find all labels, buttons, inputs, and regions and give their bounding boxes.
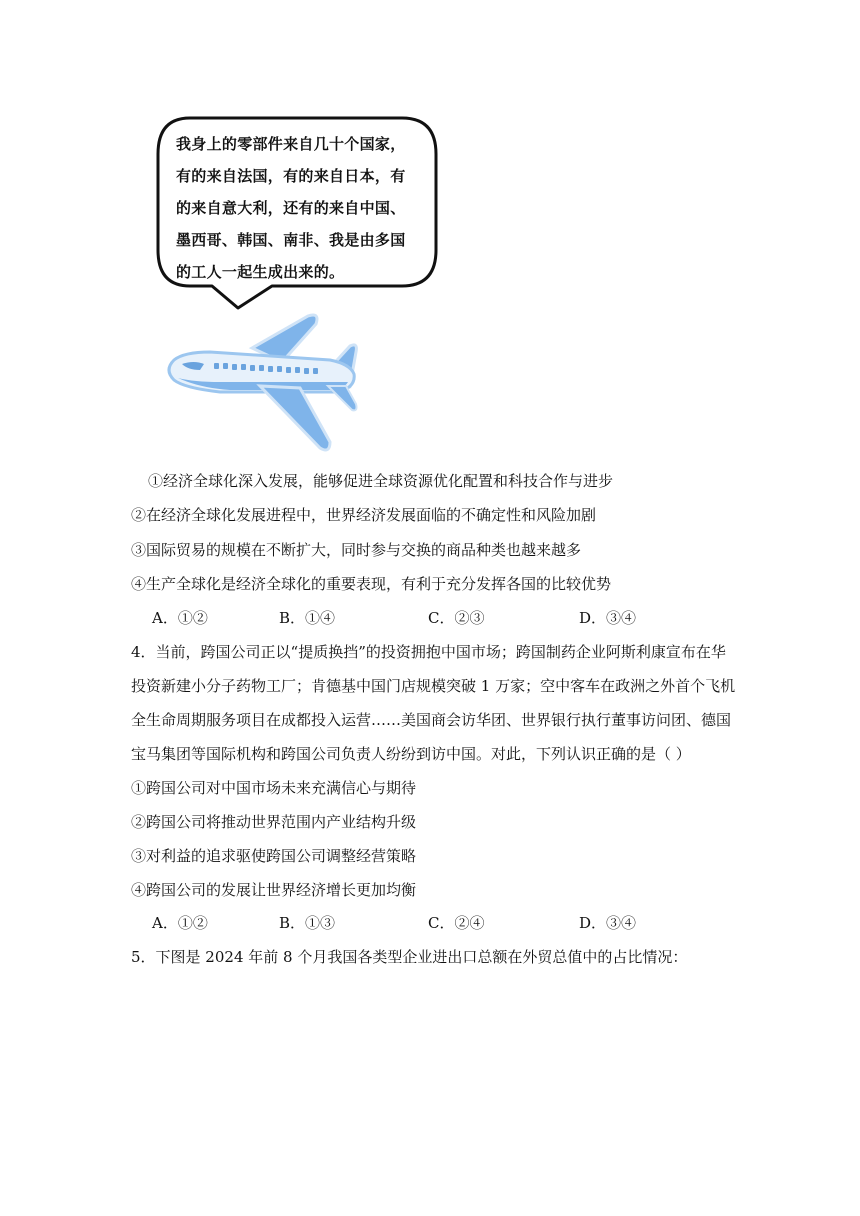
q3-option-d[interactable]: D．③④	[579, 609, 637, 627]
q3-statement-1: ①经济全球化深入发展，能够促进全球资源优化配置和科技合作与进步	[148, 472, 614, 490]
q3-option-b[interactable]: B．①④	[279, 609, 336, 627]
q3-statement-2: ②在经济全球化发展进程中，世界经济发展面临的不确定性和风险加剧	[131, 506, 597, 524]
speech-bubble-text	[176, 128, 434, 288]
bubble-line: 有的来自法国，有的来自日本，有	[176, 167, 406, 185]
q4-stem-line: 4．当前，跨国公司正以“提质换挡”的投资拥抱中国市场；跨国制药企业阿斯利康宣布在华	[131, 643, 726, 661]
airplane-illustration	[160, 312, 365, 461]
q3-statement-4: ④生产全球化是经济全球化的重要表现，有利于充分发挥各国的比较优势	[131, 575, 612, 593]
q4-option-a[interactable]: A．①②	[152, 914, 208, 932]
speech-bubble	[150, 110, 442, 320]
bubble-line: 的来自意大利，还有的来自中国、	[176, 199, 406, 217]
airplane-icon	[160, 312, 365, 457]
q4-statement-4: ④跨国公司的发展让世界经济增长更加均衡	[131, 881, 417, 899]
q3-option-a[interactable]: A．①②	[152, 609, 208, 627]
q4-stem-line: 投资新建小分子药物工厂；肯德基中国门店规模突破 1 万家；空中客车在政洲之外首个飞机	[131, 677, 736, 695]
bubble-line: 墨西哥、韩国、南非、我是由多国	[176, 231, 406, 249]
q3-option-c[interactable]: C．②③	[428, 609, 485, 627]
q4-option-b[interactable]: B．①③	[279, 914, 336, 932]
q4-stem-line: 宝马集团等国际机构和跨国公司负责人纷纷到访中国。对此，下列认识正确的是（ ）	[131, 745, 691, 763]
bubble-line: 的工人一起生成出来的。	[176, 263, 345, 281]
bubble-line: 我身上的零部件来自几十个国家，	[176, 135, 406, 153]
q4-statement-2: ②跨国公司将推动世界范围内产业结构升级	[131, 813, 417, 831]
q4-option-c[interactable]: C．②④	[428, 914, 485, 932]
q4-statement-3: ③对利益的追求驱使跨国公司调整经营策略	[131, 847, 417, 865]
q4-option-d[interactable]: D．③④	[579, 914, 637, 932]
q5-stem: 5．下图是 2024 年前 8 个月我国各类型企业进出口总额在外贸总值中的占比情况：	[131, 948, 688, 966]
q4-statement-1: ①跨国公司对中国市场未来充满信心与期待	[131, 779, 417, 797]
q3-statement-3: ③国际贸易的规模在不断扩大，同时参与交换的商品种类也越来越多	[131, 541, 582, 559]
q4-stem-line: 全生命周期服务项目在成都投入运营……美国商会访华团、世界银行执行董事访问团、德国	[131, 711, 732, 729]
